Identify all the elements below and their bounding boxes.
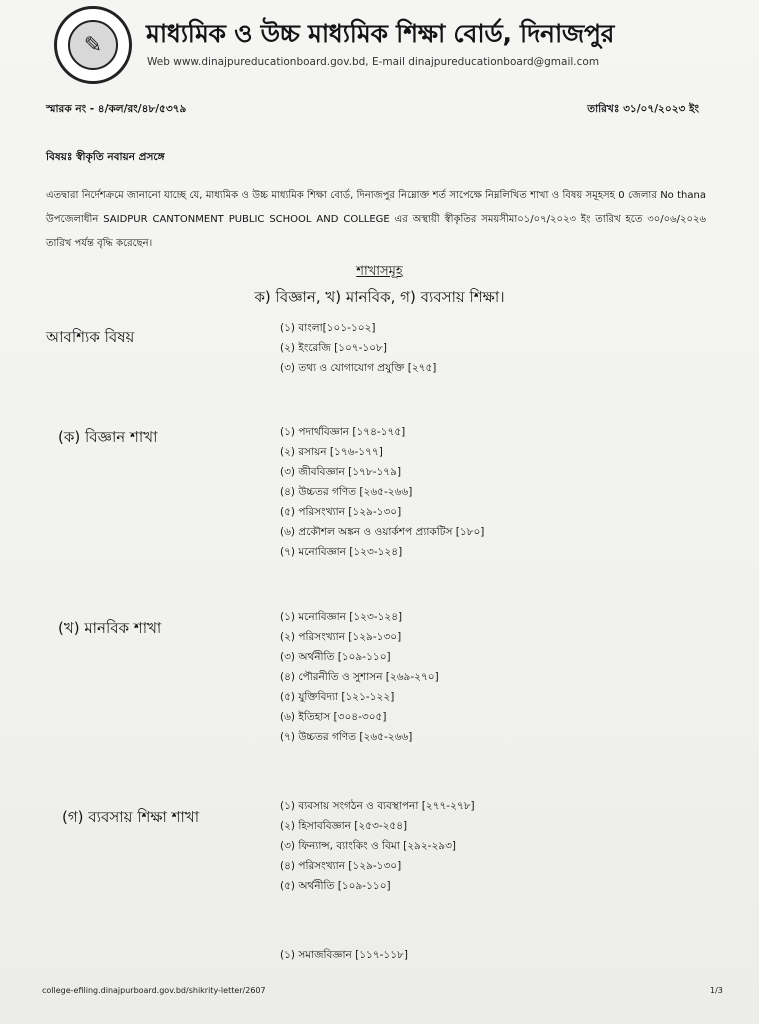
list-item: (১) সমাজবিজ্ঞান [১১৭-১১৮] [280,949,408,961]
list-item: (২) হিসাববিজ্ঞান [২৫৩-২৫৪] [280,820,408,832]
footer-url: college-efiling.dinajpurboard.gov.bd/shikrity-letter/2607 [42,986,266,995]
body-paragraph: এতদ্বারা নির্দেশক্রমে জানানো যাচ্ছে যে, মাধ্যমিক ও উচ্চ মাধ্যমিক শিক্ষা বোর্ড, দিনাজপুর নিম্নোক্ত শর্ত সাপেক্ষে নিম্নলিখিত শাখা ও বিষয় সমূহসহ 0 জেলার No thana উপজেলাধীন SAIDPUR CANTONMENT PUBLIC SCHOOL AND COLLEGE এর অস্থায়ী স্বীকৃতির সময়সীমা০১/০৭/২০২৩ ইং তারিখ হতে ৩০/০৬/২০২৬ তারিখ পর্যন্ত বৃদ্ধি করেছেন। [46,190,706,249]
list-item: (১) বাংলা[১০১-১০২] [280,322,376,334]
list-item: (১) ব্যবসায় সংগঠন ও ব্যবস্থাপনা [২৭৭-২৭৮] [280,800,475,812]
business-subject-list [280,796,475,896]
humanities-subject-list [280,607,439,747]
humanities-label: (খ) মানবিক শাখা [58,619,162,637]
science-label: (ক) বিজ্ঞান শাখা [58,428,158,446]
list-item: (১) পদার্থবিজ্ঞান [১৭৪-১৭৫] [280,426,406,438]
list-item: (৫) যুক্তিবিদ্যা [১২১-১২২] [280,691,395,703]
subject-line: বিষয়ঃ স্বীকৃতি নবায়ন প্রসঙ্গে [46,151,165,163]
list-item: (৩) অর্থনীতি [১০৯-১১০] [280,651,391,663]
extra-subject-list [280,945,408,965]
compulsory-label: আবশ্যিক বিষয় [46,328,135,346]
list-item: (৪) উচ্চতর গণিত [২৬৫-২৬৬] [280,486,413,498]
seal-emblem-icon: ✎ [68,20,118,70]
board-seal-icon [54,6,132,84]
sections-heading: শাখাসমূহ [356,264,403,279]
list-item: (৩) তথ্য ও যোগাযোগ প্রযুক্তি [২৭৫] [280,362,437,374]
science-subject-list [280,422,484,562]
list-item: (৪) পৌরনীতি ও সুশাসন [২৬৯-২৭০] [280,671,439,683]
list-item: (৭) মনোবিজ্ঞান [১২৩-১২৪] [280,546,403,558]
memo-date: তারিখঃ ৩১/০৭/২০২৩ ইং [587,103,699,115]
list-item: (৬) প্রকৌশল অঙ্কন ও ওয়ার্কশপ প্র্যাকটিস [১৮০] [280,526,485,538]
list-item: (৫) পরিসংখ্যান [১২৯-১৩০] [280,506,402,518]
sections-list: ক) বিজ্ঞান, খ) মানবিক, গ) ব্যবসায় শিক্ষা। [254,288,505,306]
list-item: (৬) ইতিহাস [৩০৪-৩০৫] [280,711,387,723]
list-item: (২) রসায়ন [১৭৬-১৭৭] [280,446,383,458]
list-item: (২) পরিসংখ্যান [১২৯-১৩০] [280,631,402,643]
list-item: (৭) উচ্চতর গণিত [২৬৫-২৬৬] [280,731,413,743]
list-item: (২) ইংরেজি [১০৭-১০৮] [280,342,387,354]
board-name: মাধ্যমিক ও উচ্চ মাধ্যমিক শিক্ষা বোর্ড, দিনাজপুর [146,19,615,48]
board-contact: Web www.dinajpureducationboard.gov.bd, E-mail dinajpureducationboard@gmail.com [147,56,600,68]
list-item: (৫) অর্থনীতি [১০৯-১১০] [280,880,391,892]
memo-number: স্মারক নং - ৪/কল/রং/৪৮/৫৩৭৯ [46,103,187,115]
compulsory-subject-list [280,318,436,378]
list-item: (৩) জীববিজ্ঞান [১৭৮-১৭৯] [280,466,402,478]
list-item: (৪) পরিসংখ্যান [১২৯-১৩০] [280,860,402,872]
list-item: (৩) ফিন্যান্স, ব্যাংকিং ও বিমা [২৯২-২৯৩] [280,840,457,852]
list-item: (১) মনোবিজ্ঞান [১২৩-১২৪] [280,611,403,623]
page-number: 1/3 [710,986,723,995]
business-label: (গ) ব্যবসায় শিক্ষা শাখা [62,808,200,826]
